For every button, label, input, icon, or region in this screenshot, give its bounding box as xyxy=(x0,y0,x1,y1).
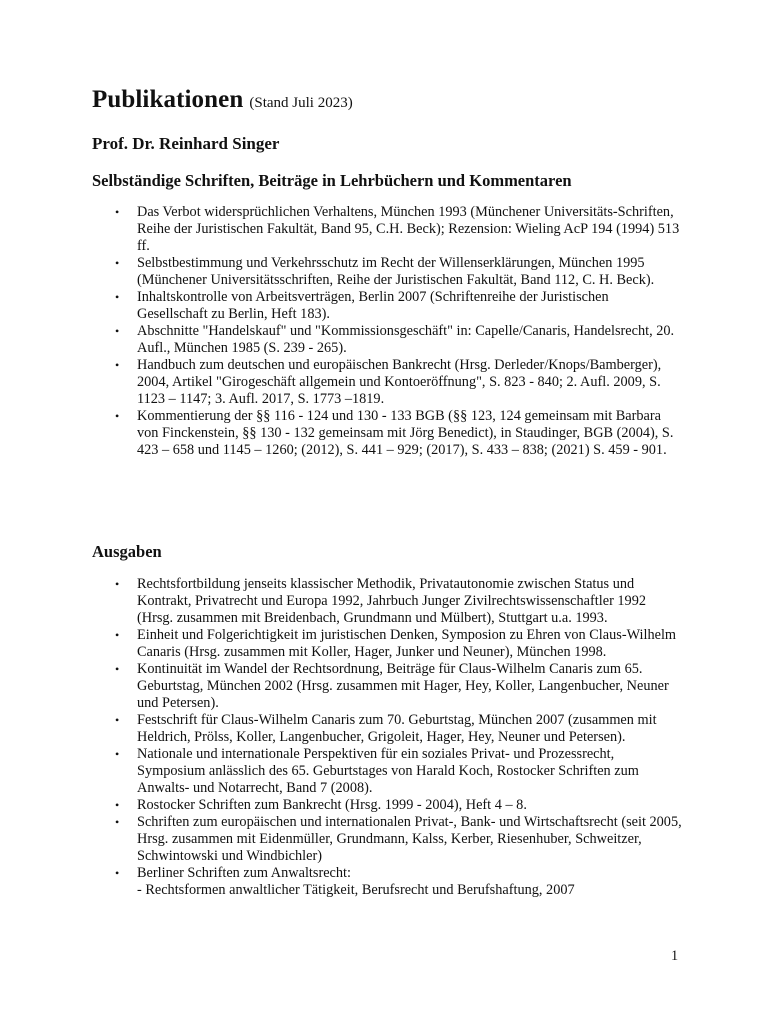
bullet-icon: • xyxy=(115,628,120,642)
publication-list-selbstaendige-schriften xyxy=(0,204,682,459)
bullet-icon: • xyxy=(115,205,120,219)
list-item-text: Das Verbot widersprüchlichen Verhaltens, München 1993 (Münchener Universitäts-Schriften, Reihe der Juristischen Fakultät, Band 95, C.H. Beck); Rezension: Wieling AcP 194 (1994) 513 ff. xyxy=(137,204,680,254)
list-item-text: Inhaltskontrolle von Arbeitsverträgen, Berlin 2007 (Schriftenreihe der Juristischen Gesellschaft zu Berlin, Heft 183). xyxy=(137,289,609,322)
list-item xyxy=(0,746,682,797)
bullet-icon: • xyxy=(115,577,120,591)
bullet-icon: • xyxy=(115,358,120,372)
bullet-icon: • xyxy=(115,866,120,880)
section-heading-ausgaben: Ausgaben xyxy=(92,542,162,561)
list-item-text: Rostocker Schriften zum Bankrecht (Hrsg. 1999 - 2004), Heft 4 – 8. xyxy=(137,797,527,813)
page-number: 1 xyxy=(671,948,679,964)
bullet-icon: • xyxy=(115,290,120,304)
list-item-text: Berliner Schriften zum Anwaltsrecht: xyxy=(137,865,351,881)
bullet-icon: • xyxy=(115,798,120,812)
sub-item-text: - Rechtsformen anwaltlicher Tätigkeit, Berufsrecht und Berufshaftung, 2007 xyxy=(137,882,575,898)
page-title xyxy=(92,86,353,114)
list-item xyxy=(0,865,682,899)
list-item xyxy=(0,712,682,746)
list-item-text: Nationale und internationale Perspektiven für ein soziales Privat- und Prozessrecht, Symposium anlässlich des 65. Geburtstages von Harald Koch, Rostocker Schriften zum Anwalts- und Notarrecht, Band 7 (2008). xyxy=(137,746,639,796)
bullet-icon: • xyxy=(115,662,120,676)
author-name: Prof. Dr. Reinhard Singer xyxy=(92,134,280,153)
list-item xyxy=(0,627,682,661)
list-item-text: Einheit und Folgerichtigkeit im juristischen Denken, Symposion zu Ehren von Claus-Wilhelm Canaris (Hrsg. zusammen mit Koller, Hager, Junker und Neuner), München 1998. xyxy=(137,627,677,660)
list-item xyxy=(0,204,682,255)
list-item-text: Kontinuität im Wandel der Rechtsordnung, Beiträge für Claus-Wilhelm Canaris zum 65. Geburtstag, München 2002 (Hrsg. zusammen mit Hager, Hey, Koller, Langenbucher, Neuner und Petersen). xyxy=(137,661,669,711)
publication-list-ausgaben xyxy=(0,576,682,899)
bullet-icon: • xyxy=(115,713,120,727)
list-item xyxy=(0,661,682,712)
list-item-text: Rechtsfortbildung jenseits klassischer Methodik, Privatautonomie zwischen Status und Kontrakt, Privatrecht und Europa 1992, Jahrbuch Junger Zivilrechtswissenschaftler 1992 (Hrsg. zusammen mit Breidenbach, Grundmann und Mülbert), Stuttgart u.a. 1993. xyxy=(137,576,646,626)
list-item xyxy=(0,797,682,814)
bullet-icon: • xyxy=(115,747,120,761)
list-item-text: Festschrift für Claus-Wilhelm Canaris zum 70. Geburtstag, München 2007 (zusammen mit Heldrich, Prölss, Koller, Langenbucher, Grigoleit, Hager, Hey, Neuner und Petersen). xyxy=(137,712,657,745)
bullet-icon: • xyxy=(115,256,120,270)
title-text: Publikationen xyxy=(92,86,244,113)
list-item-text: Abschnitte "Handelskauf" und "Kommissionsgeschäft" in: Capelle/Canaris, Handelsrecht, 20. Aufl., München 1985 (S. 239 - 265). xyxy=(137,323,675,356)
section-heading-selbstaendige-schriften: Selbständige Schriften, Beiträge in Lehrbüchern und Kommentaren xyxy=(92,171,572,190)
stand-note: (Stand Juli 2023) xyxy=(249,95,353,111)
list-item xyxy=(0,323,682,357)
list-item xyxy=(0,814,682,865)
list-item-text: Schriften zum europäischen und internationalen Privat-, Bank- und Wirtschaftsrecht (seit 2005, Hrsg. zusammen mit Eidenmüller, Grundmann, Kalss, Kerber, Riesenhuber, Schweitzer, Schwintowski und Windbichler) xyxy=(137,814,682,864)
list-item xyxy=(0,408,682,459)
list-item xyxy=(0,576,682,627)
list-item xyxy=(0,357,682,408)
list-item xyxy=(0,255,682,289)
bullet-icon: • xyxy=(115,815,120,829)
list-item-text: Kommentierung der §§ 116 - 124 und 130 - 133 BGB (§§ 123, 124 gemeinsam mit Barbara von Finckenstein, §§ 130 - 132 gemeinsam mit Jörg Benedict), in Staudinger, BGB (2004), S. 423 – 658 und 1145 – 1260; (2012), S. 441 – 929; (2017), S. 433 – 838; (2021) S. 459 - 901. xyxy=(137,408,674,458)
list-item-text: Handbuch zum deutschen und europäischen Bankrecht (Hrsg. Derleder/Knops/Bamberger), 2004, Artikel "Girogeschäft allgemein und Kontoeröffnung", S. 823 - 840; 2. Aufl. 2009, S. 1123 – 1147; 3. Aufl. 2017, S. 1773 –1819. xyxy=(137,357,662,407)
list-item xyxy=(0,289,682,323)
bullet-icon: • xyxy=(115,409,120,423)
bullet-icon: • xyxy=(115,324,120,338)
list-item-text: Selbstbestimmung und Verkehrsschutz im Recht der Willenserklärungen, München 1995 (Münchener Universitätsschriften, Reihe der Juristischen Fakultät, Band 112, C. H. Beck). xyxy=(137,255,655,288)
